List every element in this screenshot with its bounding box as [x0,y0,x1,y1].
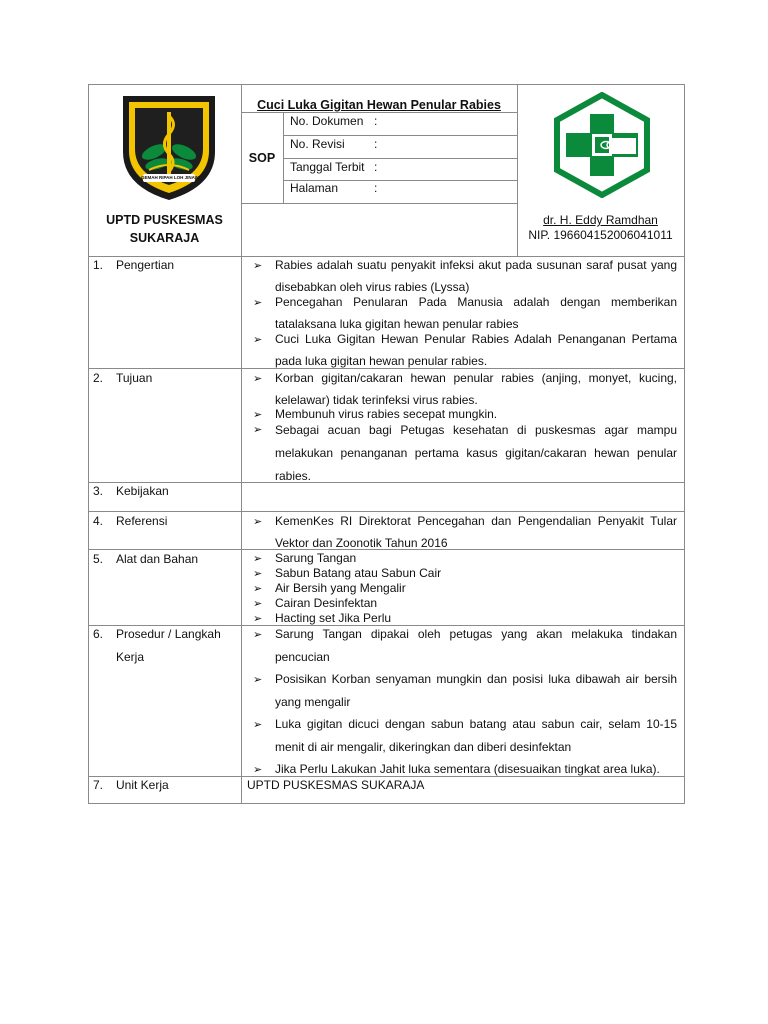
arrowhead-bullet-icon: ➢ [253,568,263,580]
row-number: 2. [93,371,104,385]
field-label-no-revisi: No. Revisi [290,137,345,151]
regency-logo [121,94,217,202]
row-label-tujuan: Tujuan [116,371,153,385]
field-divider [283,135,517,136]
row-label-unit-kerja: Unit Kerja [116,778,169,792]
list-item: Luka gigitan dicuci dengan sabun batang atau sabun cair, selam 10-15 menit di air mengalir, dikeringkan dan diberi desinfektan [275,717,677,754]
row-label-alat-dan-bahan: Alat dan Bahan [116,552,199,566]
table-border-top [88,84,685,85]
list-item: KemenKes RI Direktorat Pencegahan dan Pengendalian Penyakit Tular Vektor dan Zoonotik Tahun 2016 [275,514,677,550]
list-item: Rabies adalah suatu penyakit infeksi akut pada susunan saraf pusat yang disebabkan oleh virus rabies (Lyssa) [275,258,677,294]
arrowhead-bullet-icon: ➢ [253,297,263,309]
puskesmas-cross-icon [550,92,654,198]
row-number: 1. [93,258,104,272]
list-item: Sebagai acuan bagi Petugas kesehatan di puskesmas agar mampu melakukan penanganan pertama kasus gigitan/cakaran hewan penular rabies. [275,423,677,483]
list-item: Cuci Luka Gigitan Hewan Penular Rabies Adalah Penanganan Pertama pada luka gigitan hewan penular rabies. [275,332,677,368]
list-item: Hacting set Jika Perlu [275,611,392,625]
puskesmas-logo [550,92,654,198]
list-item: Sarung Tangan dipakai oleh petugas yang akan melakuka tindakan pencucian [275,627,677,664]
arrowhead-bullet-icon: ➢ [253,516,263,528]
regency-emblem-icon [121,94,217,202]
row-number: 7. [93,778,104,792]
row-label-referensi: Referensi [116,514,168,528]
field-value-no-dokumen: : [374,114,378,128]
field-divider [283,158,517,159]
field-label-no-dokumen: No. Dokumen [290,114,364,128]
arrowhead-bullet-icon: ➢ [253,424,263,436]
field-value-halaman: : [374,181,378,195]
list-item: Pencegahan Penularan Pada Manusia adalah dengan memberikan tatalaksana luka gigitan hewan penular rabies [275,295,677,331]
row-label-kebijakan: Kebijakan [116,484,169,498]
row-number: 4. [93,514,104,528]
row-label-prosedur: Prosedur / Langkah [116,627,221,641]
arrowhead-bullet-icon: ➢ [253,334,263,346]
list-item: Membunuh virus rabies secepat mungkin. [275,407,498,421]
row-number: 6. [93,627,104,641]
sop-label: SOP [248,151,276,165]
signer-nip: NIP. 196604152006041011 [528,228,673,242]
list-item: Cairan Desinfektan [275,596,378,610]
arrowhead-bullet-icon: ➢ [253,553,263,565]
row-label-prosedur-cont: Kerja [116,650,145,664]
arrowhead-bullet-icon: ➢ [253,583,263,595]
org-name-line2: SUKARAJA [129,231,200,245]
logo-motto: GEMAH RIPAH LOH JINAWI [141,175,201,180]
list-item: Korban gigitan/cakaran hewan penular rabies (anjing, monyet, kucing, kelelawar) tidak terinfeksi virus rabies. [275,371,677,407]
unit-kerja-value: UPTD PUSKESMAS SUKARAJA [247,778,425,792]
list-item: Air Bersih yang Mengalir [275,581,406,595]
row-number: 3. [93,484,104,498]
list-item: Sabun Batang atau Sabun Cair [275,566,442,580]
arrowhead-bullet-icon: ➢ [253,629,263,641]
field-value-no-revisi: : [374,137,378,151]
list-item: Sarung Tangan [275,551,357,565]
row-number: 5. [93,552,104,566]
column-divider [241,84,242,804]
arrowhead-bullet-icon: ➢ [253,598,263,610]
field-label-halaman: Halaman [290,181,339,195]
sop-box-bottom [241,203,517,204]
arrowhead-bullet-icon: ➢ [253,719,263,731]
table-border-left [88,84,89,804]
arrowhead-bullet-icon: ➢ [253,373,263,385]
row-label-pengertian: Pengertian [116,258,175,272]
table-border-bottom [88,803,685,804]
signer-name: dr. H. Eddy Ramdhan [543,213,658,227]
field-value-tanggal-terbit: : [374,160,378,174]
arrowhead-bullet-icon: ➢ [253,674,263,686]
arrowhead-bullet-icon: ➢ [253,409,263,421]
list-item: Jika Perlu Lakukan Jahit luka sementara (disesuaikan tingkat area luka). [275,762,660,776]
list-item: Posisikan Korban senyaman mungkin dan posisi luka dibawah air bersih yang mengalir [275,672,677,709]
field-label-tanggal-terbit: Tanggal Terbit [290,160,365,174]
arrowhead-bullet-icon: ➢ [253,613,263,625]
arrowhead-bullet-icon: ➢ [253,764,263,776]
table-border-right [684,84,685,804]
org-name-line1: UPTD PUSKESMAS [106,213,223,227]
arrowhead-bullet-icon: ➢ [253,260,263,272]
document-title: Cuci Luka Gigitan Hewan Penular Rabies [257,98,501,112]
